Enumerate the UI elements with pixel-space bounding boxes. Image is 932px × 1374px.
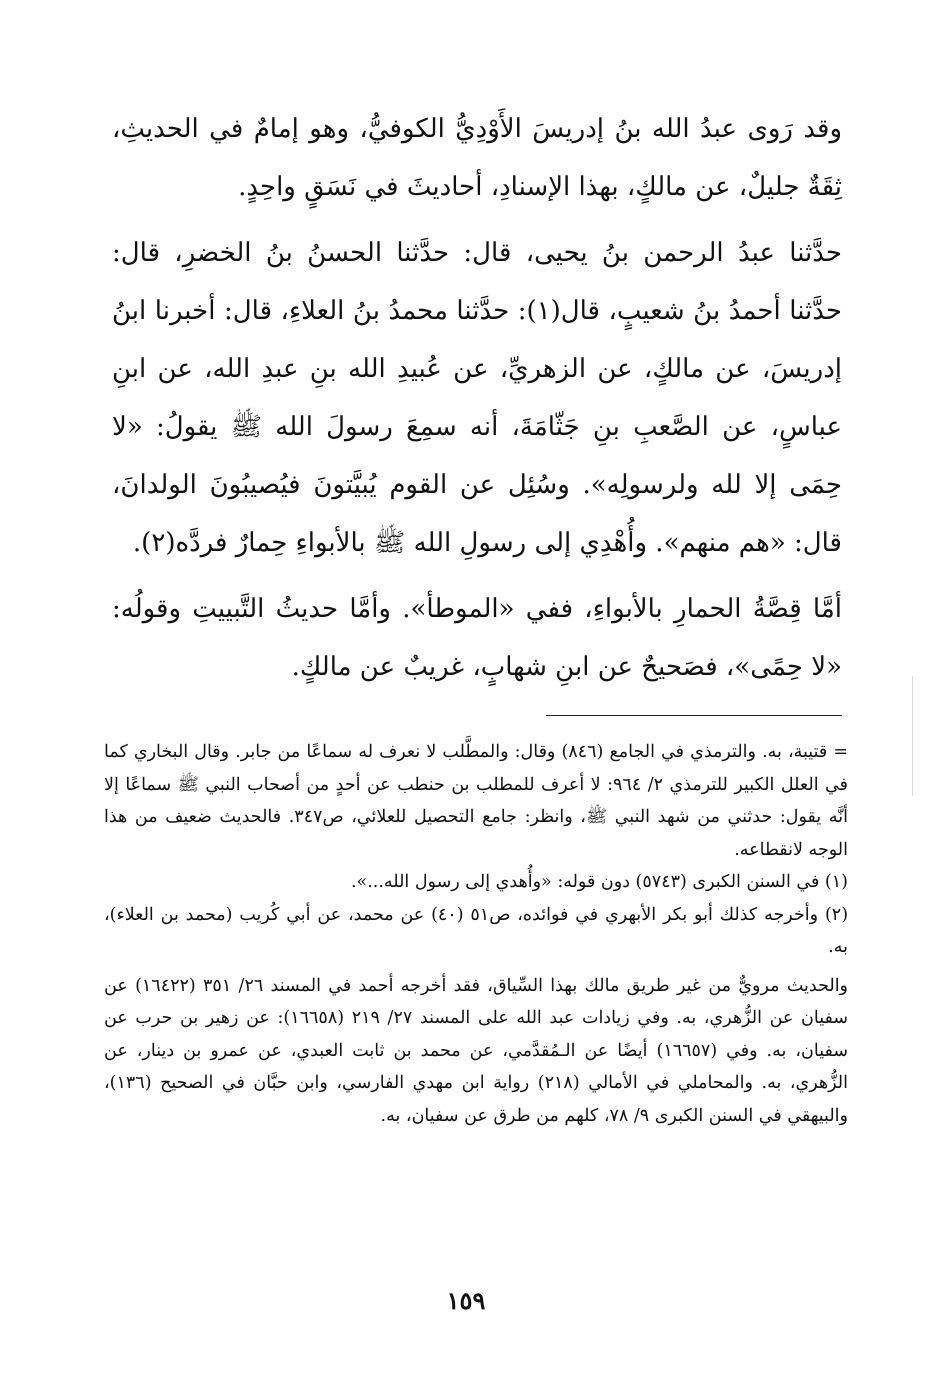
- page-number: ١٥٩: [446, 1286, 486, 1315]
- scan-margin-mark: [912, 676, 913, 796]
- footnote-2-continuation: والحديث مرويٌّ من غير طريق مالك بهذا السِّياق، فقد أخرجه أحمد في المسند ٢٦/ ٣٥١ (١٦٤٢٢) عن سفيان عن الزُّهري، به. وفي زيادات عبد الله على المسند ٢٧/ ٢١٩ (١٦٦٥٨): عن زهير بن حرب عن سفيان، به. وفي (١٦٦٥٧) أيضًا عن الـمُقدَّمي، عن محمد بن ثابت العبدي، عن عمرو بن دينار، عن الزُّهري، به. والمحاملي في الأمالي (٢١٨) رواية ابن مهدي الفارسي، وابن حبَّان في الصحيح (١٣٦)، والبيهقي في السنن الكبرى ٩/ ٧٨، كلهم من طرق عن سفيان، به.: [104, 975, 849, 1126]
- paragraph-1: وقد رَوى عبدُ الله بنُ إدريسَ الأَوْدِيُّ الكوفيُّ، وهو إمامٌ في الحديثِ، ثِقَةٌ جليلٌ، عن مالكٍ، بهذا الإسنادِ، أحاديثَ في نَسَقٍ واحِدٍ.: [112, 114, 842, 202]
- footnotes-block: [104, 736, 848, 1132]
- paragraph-2: حدَّثنا عبدُ الرحمن بنُ يحيى، قال: حدَّثنا الحسنُ بنُ الخضرِ، قال: حدَّثنا أحمدُ بنُ شعيبٍ، قال(١): حدَّثنا محمدُ بنُ العلاءِ، قال: أخبرنا ابنُ إدريسَ، عن مالكٍ، عن الزهريِّ، عن عُبيدِ الله بنِ عبدِ الله، عن ابنِ عباسٍ، عن الصَّعبِ بنِ جَثّامَةَ، أنه سمِعَ رسولَ الله ﷺ يقولُ: «لا حِمَى إلا لله ولرسولِه». وسُئِل عن القوم يُبيَّتونَ فيُصيبُونَ الولدانَ، قال: «هم منهم». وأُهْدِي إلى رسولِ الله ﷺ بالأبواءِ حِمارٌ فردَّه(٢).: [112, 238, 843, 558]
- footnote-2: (٢) وأخرجه كذلك أبو بكر الأبهري في فوائده، ص٥١ (٤٠) عن محمد، عن أبي كُريب (محمد بن العلاء)، به.: [104, 904, 849, 957]
- footnote-1: (١) في السنن الكبرى (٥٧٤٣) دون قوله: «وأُهدي إلى رسول الله...».: [350, 872, 848, 892]
- main-text-block: [112, 100, 842, 696]
- footnote-separator: [546, 715, 842, 716]
- footnote-continuation: = قتيبة، به. والترمذي في الجامع (٨٤٦) وقال: والمطَّلب لا نعرف له سماعًا من جابر. وقال البخاري كما في العلل الكبير للترمذي ٢/ ٩٦٤: لا أعرف للمطلب بن حنطب عن أحدٍ من أصحاب النبي ﷺ سماعًا إلا أنَّه يقول: حدثني من شهد النبي ﷺ، وانظر: جامع التحصيل للعلائي، ص٣٤٧. فالحديث ضعيف من هذا الوجه لانقطاعه.: [104, 742, 848, 860]
- paragraph-3: أمَّا قِصَّةُ الحمارِ بالأبواءِ، ففي «الموطأ». وأمَّا حديثُ التَّبييتِ وقولُه: «لا حِمًى»، فصَحيحٌ عن ابنِ شهابٍ، غريبٌ عن مالكٍ.: [112, 594, 842, 682]
